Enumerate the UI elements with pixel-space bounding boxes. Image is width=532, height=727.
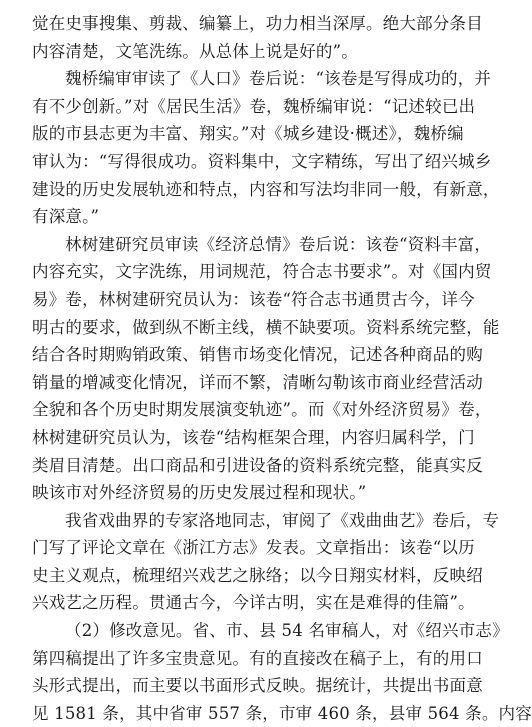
text-line: 易》卷，林树建研究员认为：该卷“符合志书通贯古今，详今: [32, 289, 475, 309]
text-line: 有不少创新。”对《居民生活》卷，魏桥编审说：“记述较已出: [32, 96, 476, 116]
text-line: 第四稿提出了许多宝贵意见。有的直接改在稿子上，有的用口: [32, 648, 483, 668]
text-line: 史主义观点，梳理绍兴戏艺之脉络；以今日翔实材料，反映绍: [32, 565, 483, 585]
paragraph: [32, 65, 500, 231]
text-line: 兴戏艺之历程。贯通古今，今详古明，实在是难得的佳篇”。: [32, 593, 475, 613]
text-line: 全貌和各个历史时期发展演变轨迹”。而《对外经济贸易》卷，: [32, 400, 492, 420]
text-line: 映该市对外经济贸易的历史发展过程和现状。”: [32, 483, 367, 503]
text-line: 明古的要求，做到纵不断主线，横不缺要项。资料系统完整，能: [32, 317, 500, 337]
text-line: 建设的历史发展轨迹和特点，内容和写法均非同一般，有新意，: [32, 179, 500, 199]
text-line: 内容充实，文字洗练，用词规范，符合志书要求”。对《国内贸: [32, 262, 492, 282]
text-line: 头形式提出，而主要以书面形式反映。据统计，共提出书面意: [32, 676, 483, 696]
paragraph: [32, 507, 500, 617]
text-line: 觉在史事搜集、剪裁、编纂上，功力相当深厚。绝大部分条目: [32, 14, 483, 33]
text-line: 魏桥编审审读了《人口》卷后说：“该卷是写得成功的，并: [65, 69, 492, 89]
paragraph: [32, 10, 483, 65]
text-line: 林树建研究员认为，该卷“结构框架合理，内容归属科学，门: [32, 427, 475, 447]
text-line: 我省戏曲界的专家洛地同志，审阅了《戏曲曲艺》卷后，专: [65, 510, 500, 530]
text-line: 门写了评论文章在《浙江方志》发表。文章指出：该卷“以历: [32, 538, 475, 558]
text-line: 林树建研究员审读《经济总情》卷后说：该卷“资料丰富，: [65, 234, 492, 254]
text-line: （2）修改意见。省、市、县 54 名审稿人，对《绍兴市志》: [65, 621, 509, 641]
text-line: 审认为：“写得很成功。资料集中，文字精练，写出了绍兴城乡: [32, 151, 492, 171]
paragraph: [32, 231, 500, 507]
text-line: 类眉目清楚。出口商品和引进设备的资料系统完整，能真实反: [32, 455, 483, 475]
text-line: 内容清楚，文笔洗练。从总体上说是好的”。: [32, 41, 358, 61]
text-line: 结合各时期购销政策、销售市场变化情况，记述各种商品的购: [32, 345, 483, 365]
text-line: 见 1581 条，其中省审 557 条，市审 460 条，县审 564 条。内容: [32, 703, 532, 723]
text-line: 版的市县志更为丰富、翔实。”对《城乡建设·概述》，魏桥编: [32, 124, 464, 144]
paragraph: [32, 617, 532, 727]
document-page: [32, 10, 532, 727]
text-line: 销量的增减变化情况，详而不繁，清晰勾勒该市商业经营活动: [32, 372, 483, 392]
text-line: 有深意。”: [32, 207, 100, 227]
